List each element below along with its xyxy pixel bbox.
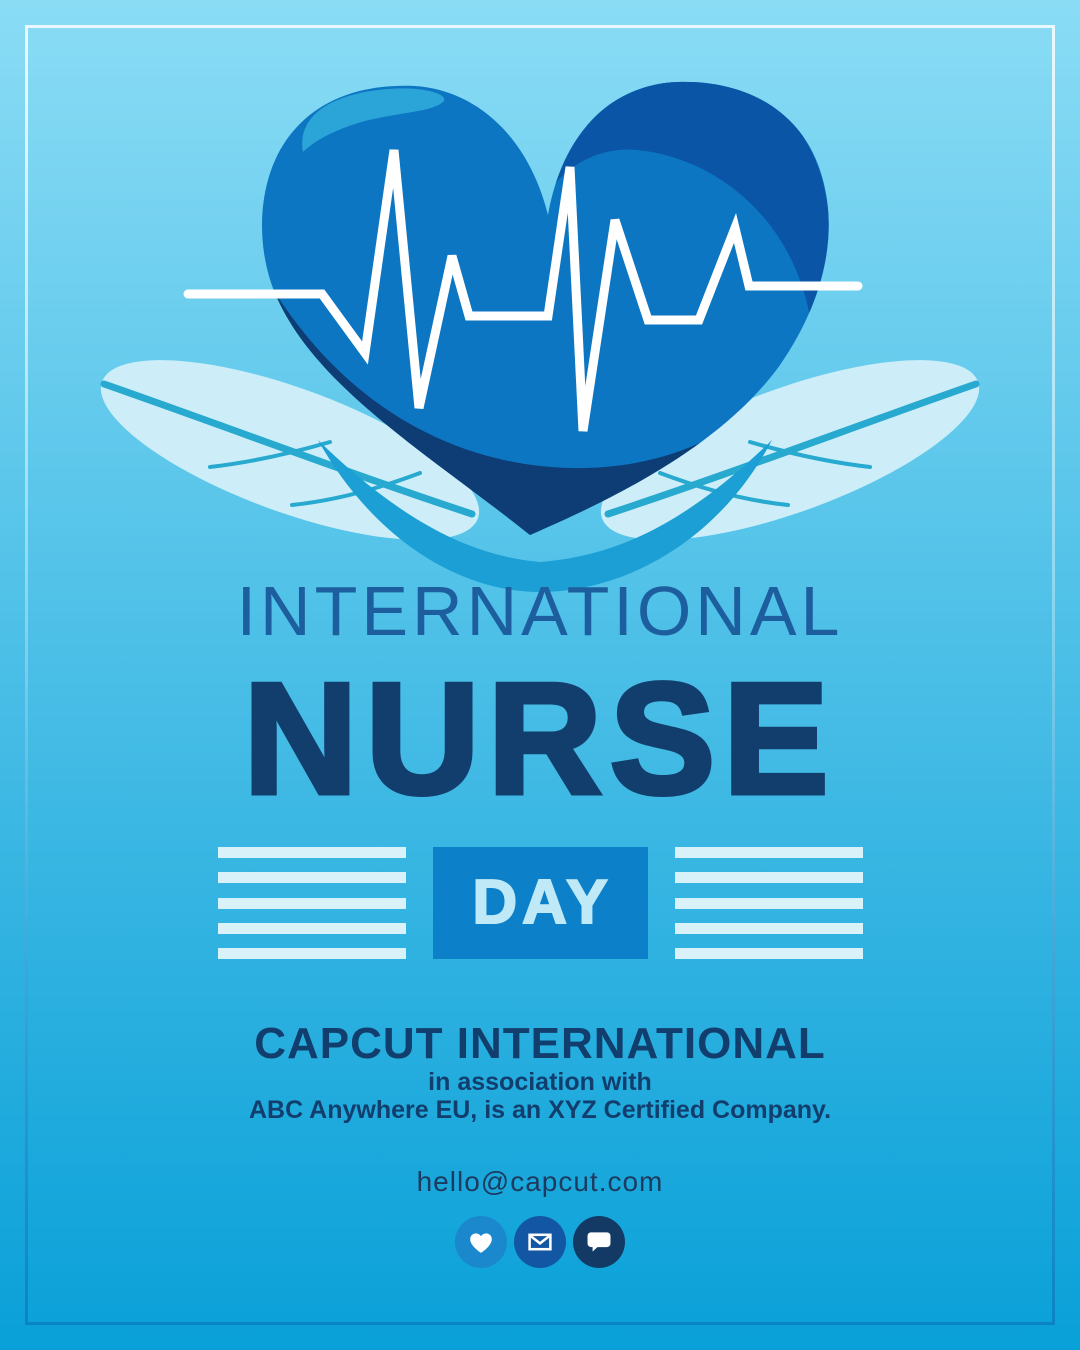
mail-button[interactable] <box>514 1216 566 1268</box>
social-icons-row <box>0 1216 1080 1268</box>
day-banner <box>0 847 1080 959</box>
stripe <box>675 872 863 883</box>
right-stripes <box>675 847 863 959</box>
title-international: INTERNATIONAL <box>236 572 844 650</box>
heart-ekg-illustration <box>0 0 1080 640</box>
day-box <box>433 847 648 959</box>
stripe <box>218 872 406 883</box>
stripe <box>218 923 406 934</box>
heart-button[interactable] <box>455 1216 507 1268</box>
contact-email: hello@capcut.com <box>416 1166 664 1197</box>
heart-icon <box>465 1226 497 1258</box>
stripe <box>675 948 863 959</box>
chat-button[interactable] <box>573 1216 625 1268</box>
org-name: CAPCUT INTERNATIONAL <box>254 1019 826 1068</box>
mail-icon <box>524 1226 556 1258</box>
title-nurse: NURSE <box>243 651 837 827</box>
stripe <box>675 923 863 934</box>
left-stripes <box>218 847 406 959</box>
chat-icon <box>583 1226 615 1258</box>
stripe <box>218 898 406 909</box>
title-day: DAY <box>472 868 613 937</box>
stripe <box>675 847 863 858</box>
stripe <box>218 847 406 858</box>
association-line: in association with <box>428 1068 652 1096</box>
certification-line: ABC Anywhere EU, is an XYZ Certified Company. <box>248 1096 832 1124</box>
stripe <box>675 898 863 909</box>
stripe <box>218 948 406 959</box>
